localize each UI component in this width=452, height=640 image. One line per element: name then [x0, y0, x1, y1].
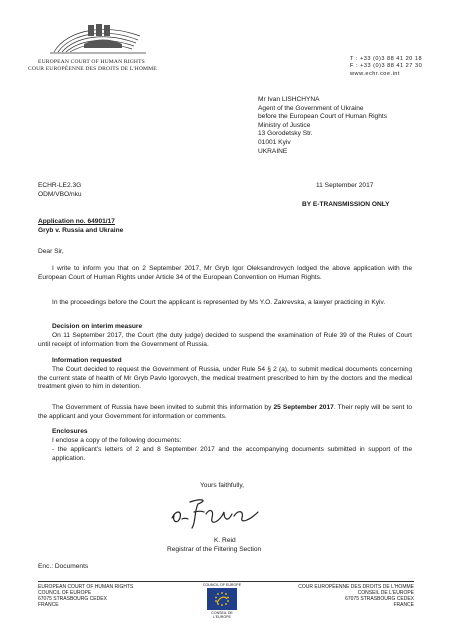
fax: F : +33 (0)3 88 41 27 30	[350, 63, 423, 70]
echr-building-logo	[48, 22, 148, 56]
footer-right: COUR EUROPÉENNE DES DROITS DE L'HOMME CONSEIL DE L'EUROPE 67075 STRASBOURG CEDEX FRANCE	[298, 584, 414, 608]
reference-initials: ODM/VBO/nku	[38, 191, 82, 198]
reference-code: ECHR-LE2.3G	[38, 182, 82, 189]
footer-left: EUROPEAN COURT OF HUMAN RIGHTS COUNCIL OF EUROPE 67075 STRASBOURG CEDEX FRANCE	[38, 584, 134, 608]
paragraph-enclosure-list: - the applicant's letters of 2 and 8 September 2017 and the accompanying documents submitted in support of the application.	[52, 446, 412, 462]
paragraph-lodged: I write to inform you that on 2 September 2017, Mr Gryb Igor Oleksandrovych lodged the above application with the European Court of Human Rights under Article 34 of the European Convention on Human Rights.	[38, 265, 412, 281]
handwritten-signature	[168, 492, 264, 534]
deadline-date: 25 September 2017	[273, 404, 334, 411]
paragraph-interim: On 11 September 2017, the Court (the duty judge) decided to suspend the examination of Rule 39 of the Rules of Court until receipt of information from the Government of Russia.	[38, 332, 412, 348]
paragraph-deadline: The Government of Russia have been invited to submit this information by 25 September 2017. Their reply will be sent to the applicant and your Government for information or comments.	[38, 404, 412, 420]
recipient-line: before the European Court of Human Rights	[258, 113, 388, 121]
signer-name: K. Reid	[214, 537, 236, 544]
recipient-line: 13 Gorodetsky Str.	[258, 130, 313, 138]
paragraph-representation: In the proceedings before the Court the applicant is represented by Ms Y.O. Zakrevska, a lawyer practicing in Kyiv.	[52, 299, 386, 306]
coe-label-en: COUNCIL OF EUROPE	[202, 583, 242, 587]
court-name-fr: COUR EUROPÉENNE DES DROITS DE L'HOMME	[28, 66, 157, 72]
application-number: Application no. 64901/17	[38, 218, 115, 225]
council-of-europe-logo	[207, 588, 237, 610]
recipient-line: Agent of the Government of Ukraine	[258, 104, 364, 112]
recipient-line: UKRAINE	[258, 147, 288, 155]
heading-enclosures: Enclosures	[52, 428, 88, 435]
case-title: Gryb v. Russia and Ukraine	[38, 227, 124, 234]
signer-title: Registrar of the Filtering Section	[167, 546, 262, 553]
recipient-line: Mr Ivan LISHCHYNA	[258, 96, 320, 103]
coe-label-fr: CONSEIL DE L'EUROPE	[211, 611, 233, 619]
court-name-en: EUROPEAN COURT OF HUMAN RIGHTS	[38, 59, 145, 65]
recipient-line: 01001 Kyiv	[258, 138, 291, 146]
salutation: Dear Sir,	[38, 248, 64, 255]
enclosure-note: Enc.: Documents	[38, 563, 89, 570]
heading-interim-measure: Decision on interim measure	[52, 323, 143, 330]
footer-rule	[38, 581, 414, 582]
letter-date: 11 September 2017	[316, 182, 374, 189]
contact-block	[350, 56, 422, 78]
heading-information-requested: Information requested	[52, 357, 122, 364]
paragraph-enclose: I enclose a copy of the following documents:	[52, 437, 182, 444]
closing: Yours faithfully,	[200, 482, 244, 489]
paragraph-information: The Court decided to request the Government of Russia, under Rule 54 § 2 (a), to submit medical documents concerning the current state of health of Mr Gryb Pavlo Igorovych, the medical treatment prescribed to him by the doctors and the medical treatment given to him in detention.	[38, 366, 412, 391]
recipient-line: Ministry of Justice	[258, 121, 311, 129]
website[interactable]: www.echr.coe.int	[350, 70, 400, 77]
telephone: T : +33 (0)3 88 41 20 18	[350, 56, 423, 62]
transmission-mode: BY E-TRANSMISSION ONLY	[302, 201, 390, 208]
recipient-address	[258, 96, 387, 156]
